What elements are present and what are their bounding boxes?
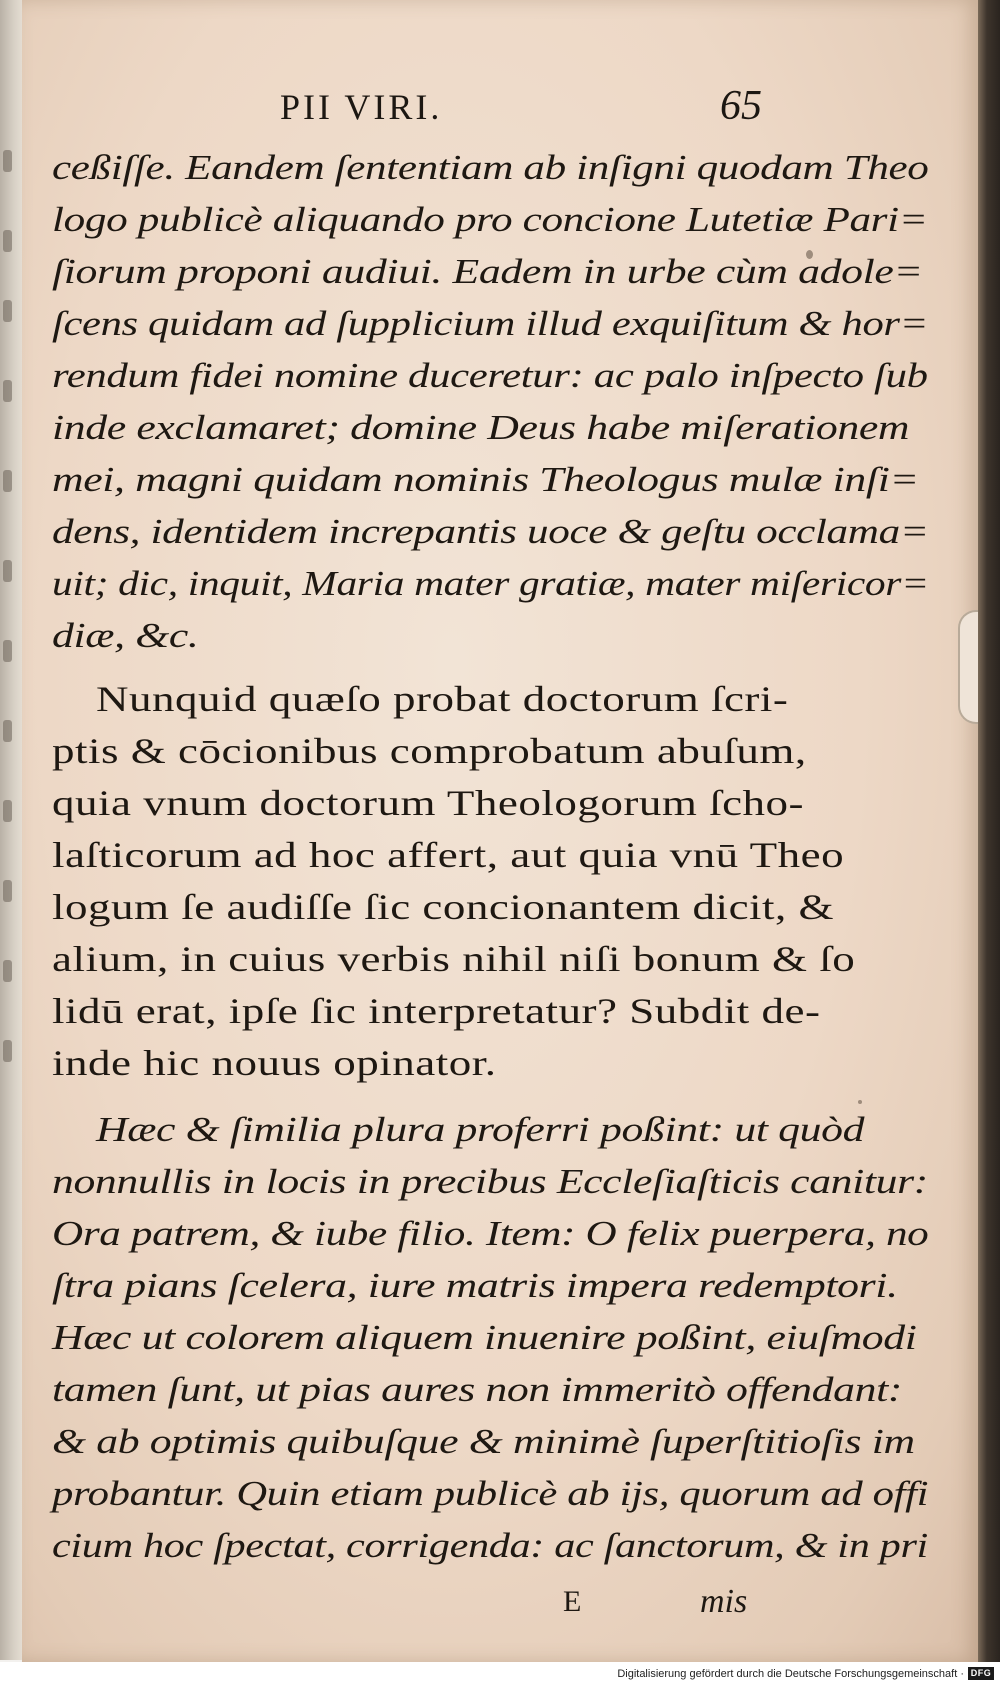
text-line: Hæc & ſimilia plura proferri poßint: ut quòd: [96, 1110, 865, 1149]
text-line: ſcens quidam ad ſupplicium illud exquiſitum & hor=: [52, 304, 929, 343]
text-line: tamen ſunt, ut pias aures non immeritò offendant:: [52, 1370, 903, 1409]
ink-mark: [3, 470, 12, 492]
paper-speck: [858, 1100, 862, 1104]
text-line: Nunquid quæſo probat doctorum ſcri-: [96, 679, 789, 719]
text-line: ceßiſſe. Eandem ſententiam ab inſigni quodam Theo: [52, 148, 929, 187]
text-line: cium hoc ſpectat, corrigenda: ac ſanctorum, & in pri: [52, 1526, 928, 1565]
digitization-credit: Digitalisierung gefördert durch die Deutsche Forschungsgemeinschaft ·: [617, 1668, 964, 1680]
text-line: dens, identidem increpantis uoce & geſtu occlama=: [52, 512, 929, 551]
text-line: laſticorum ad hoc affert, aut quia vnū Theo: [52, 835, 845, 875]
dfg-logo: DFG: [968, 1667, 994, 1680]
text-line: alium, in cuius verbis nihil niſi bonum & ſo: [52, 939, 856, 979]
catchword: mis: [700, 1583, 748, 1620]
text-line: inde hic nouus opinator.: [52, 1043, 497, 1083]
text-line: probantur. Quin etiam publicè ab ijs, quorum ad offi: [52, 1474, 929, 1513]
ink-mark: [3, 300, 12, 322]
text-line: ptis & cōcionibus comprobatum abuſum,: [52, 731, 807, 771]
ink-mark: [3, 1040, 12, 1062]
book-page: [22, 0, 978, 1662]
text-line: Hæc ut colorem aliquem inuenire poßint, eiuſmodi: [52, 1318, 917, 1357]
text-line: Ora patrem, & iube filio. Item: O felix puerpera, no: [52, 1214, 929, 1253]
ink-mark: [3, 560, 12, 582]
ink-mark: [3, 640, 12, 662]
text-line: mei, magni quidam nominis Theologus mulæ inſi=: [52, 460, 919, 499]
text-line: uit; dic, inquit, Maria mater gratiæ, mater miſericor=: [52, 564, 929, 603]
ink-mark: [3, 150, 12, 172]
text-line: diæ, &c.: [52, 616, 199, 655]
text-line: nonnullis in locis in precibus Eccleſiaſticis canitur:: [52, 1162, 928, 1201]
text-line: logo publicè aliquando pro concione Lutetiæ Pari=: [52, 200, 928, 239]
text-line: & ab optimis quibuſque & minimè ſuperſtitioſis im: [52, 1422, 915, 1461]
ink-mark: [3, 230, 12, 252]
text-line: ſtra pians ſcelera, iure matris impera redemptori.: [52, 1266, 898, 1305]
ink-mark: [3, 800, 12, 822]
text-line: rendum fidei nomine duceretur: ac palo inſpecto ſub: [52, 356, 928, 395]
ink-mark: [3, 960, 12, 982]
text-line: lidū erat, ipſe ſic interpretatur? Subdit de-: [52, 991, 821, 1031]
ink-mark: [3, 380, 12, 402]
signature-mark: E: [563, 1585, 582, 1618]
text-line: quia vnum doctorum Theologorum ſcho-: [52, 783, 805, 823]
text-line: logum ſe audiſſe ſic concionantem dicit, &: [52, 887, 835, 927]
text-line: inde exclamaret; domine Deus habe miſerationem: [52, 408, 910, 447]
page-number: 65: [720, 83, 762, 129]
ink-mark: [3, 720, 12, 742]
text-line: ſiorum proponi audiui. Eadem in urbe cùm adole=: [52, 252, 923, 291]
running-head: PII VIRI.: [280, 87, 443, 127]
ink-mark: [3, 880, 12, 902]
binding-edge: [978, 0, 1000, 1662]
facing-page-edge: [0, 0, 22, 1660]
